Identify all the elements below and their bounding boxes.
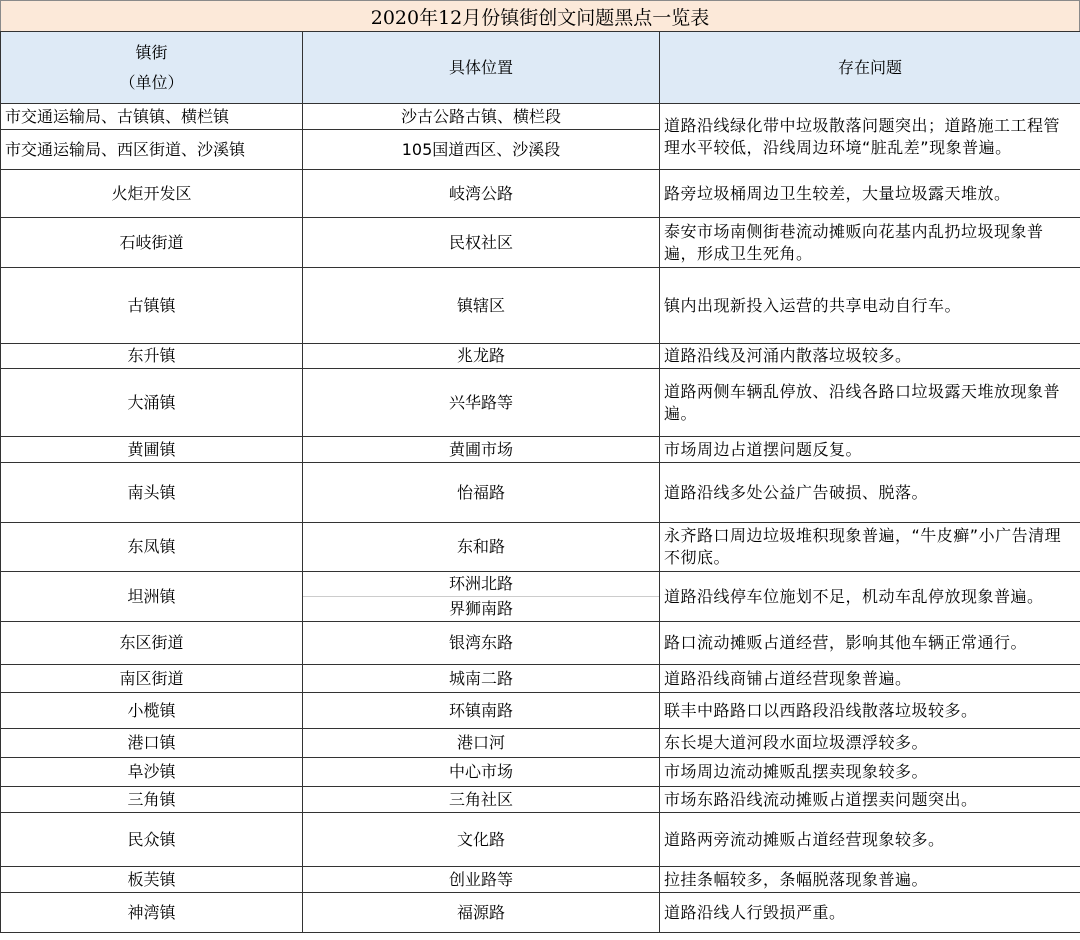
row-unit: 神湾镇 (1, 893, 303, 933)
row-issue: 联丰中路路口以西路段沿线散落垃圾较多。 (660, 693, 1080, 729)
row-issue: 镇内出现新投入运营的共享电动自行车。 (660, 268, 1080, 344)
table-row (1, 729, 1080, 758)
row-unit: 小榄镇 (1, 693, 303, 729)
row-unit: 民众镇 (1, 813, 303, 867)
location-line2: 界狮南路 (448, 599, 513, 618)
row-location: 兴华路等 (303, 369, 660, 437)
row-issue: 市场周边流动摊贩乱摆卖现象较多。 (660, 758, 1080, 787)
row-issue: 道路沿线多处公益广告破损、脱落。 (660, 463, 1080, 523)
row-unit: 南区街道 (1, 665, 303, 693)
row-location: 怡福路 (303, 463, 660, 523)
row-location: 民权社区 (303, 218, 660, 268)
row-unit: 南头镇 (1, 463, 303, 523)
location-line1: 环洲北路 (303, 572, 659, 597)
row-issue: 永齐路口周边垃圾堆积现象普遍，“牛皮癣”小广告清理不彻底。 (660, 523, 1080, 572)
table-row (1, 693, 1080, 729)
row-location: 105国道西区、沙溪段 (303, 130, 660, 170)
row-location: 福源路 (303, 893, 660, 933)
table-row (1, 665, 1080, 693)
location-pair (303, 572, 659, 621)
row-unit: 三角镇 (1, 787, 303, 813)
row-issue: 市场周边占道摆问题反复。 (660, 437, 1080, 463)
row-issue: 路口流动摊贩占道经营，影响其他车辆正常通行。 (660, 622, 1080, 665)
row-issue: 路旁垃圾桶周边卫生较差，大量垃圾露天堆放。 (660, 170, 1080, 218)
row-unit: 火炬开发区 (1, 170, 303, 218)
row-issue: 道路沿线人行毁损严重。 (660, 893, 1080, 933)
row-location: 三角社区 (303, 787, 660, 813)
table-row (1, 344, 1080, 369)
row-location: 兆龙路 (303, 344, 660, 369)
row-unit: 石岐街道 (1, 218, 303, 268)
table-row (1, 170, 1080, 218)
header-unit (1, 32, 303, 104)
table-row (1, 622, 1080, 665)
table-row (1, 867, 1080, 893)
row-unit: 阜沙镇 (1, 758, 303, 787)
row-location: 文化路 (303, 813, 660, 867)
table-row (1, 218, 1080, 268)
row-location: 城南二路 (303, 665, 660, 693)
row-unit: 坦洲镇 (1, 572, 303, 622)
row-issue: 道路沿线停车位施划不足，机动车乱停放现象普遍。 (660, 572, 1080, 622)
header-location: 具体位置 (303, 32, 660, 104)
table-row (1, 437, 1080, 463)
table-row (1, 523, 1080, 572)
table-row (1, 787, 1080, 813)
row-unit: 市交通运输局、西区街道、沙溪镇 (1, 130, 303, 170)
table-row (1, 758, 1080, 787)
header-unit-line2: （单位） (119, 72, 184, 92)
row-unit: 东升镇 (1, 344, 303, 369)
row-issue: 道路沿线及河涌内散落垃圾较多。 (660, 344, 1080, 369)
row-location: 环镇南路 (303, 693, 660, 729)
table-row (1, 572, 1080, 622)
row-location: 银湾东路 (303, 622, 660, 665)
table-title: 2020年12月份镇街创文问题黑点一览表 (0, 0, 1080, 32)
table-row (1, 463, 1080, 523)
row-issue: 道路沿线商铺占道经营现象普遍。 (660, 665, 1080, 693)
table-row (1, 893, 1080, 933)
row-unit: 古镇镇 (1, 268, 303, 344)
row-issue: 东长堤大道河段水面垃圾漂浮较多。 (660, 729, 1080, 758)
row-location: 港口河 (303, 729, 660, 758)
table-row (1, 369, 1080, 437)
row-issue: 泰安市场南侧街巷流动摊贩向花基内乱扔垃圾现象普遍，形成卫生死角。 (660, 218, 1080, 268)
row-unit: 东凤镇 (1, 523, 303, 572)
table-row (1, 104, 1080, 130)
row-unit: 大涌镇 (1, 369, 303, 437)
row-issue: 道路两旁流动摊贩占道经营现象较多。 (660, 813, 1080, 867)
row-location: 岐湾公路 (303, 170, 660, 218)
header-issue: 存在问题 (660, 32, 1080, 104)
row-issue: 道路沿线绿化带中垃圾散落问题突出；道路施工工程管理水平较低，沿线周边环境“脏乱差”现象普遍。 (660, 104, 1080, 170)
table-row (1, 268, 1080, 344)
table-row (1, 813, 1080, 867)
row-location: 创业路等 (303, 867, 660, 893)
issue-table (0, 31, 1080, 933)
row-location: 黄圃市场 (303, 437, 660, 463)
row-unit: 市交通运输局、古镇镇、横栏镇 (1, 104, 303, 130)
row-location: 东和路 (303, 523, 660, 572)
row-location (303, 572, 660, 622)
header-row (1, 32, 1080, 104)
row-issue: 市场东路沿线流动摊贩占道摆卖问题突出。 (660, 787, 1080, 813)
header-unit-line1: 镇街 (135, 42, 168, 62)
row-issue: 道路两侧车辆乱停放、沿线各路口垃圾露天堆放现象普遍。 (660, 369, 1080, 437)
row-location: 镇辖区 (303, 268, 660, 344)
row-unit: 东区街道 (1, 622, 303, 665)
row-unit: 港口镇 (1, 729, 303, 758)
row-unit: 黄圃镇 (1, 437, 303, 463)
row-location: 沙古公路古镇、横栏段 (303, 104, 660, 130)
row-issue: 拉挂条幅较多，条幅脱落现象普遍。 (660, 867, 1080, 893)
row-unit: 板芙镇 (1, 867, 303, 893)
row-location: 中心市场 (303, 758, 660, 787)
